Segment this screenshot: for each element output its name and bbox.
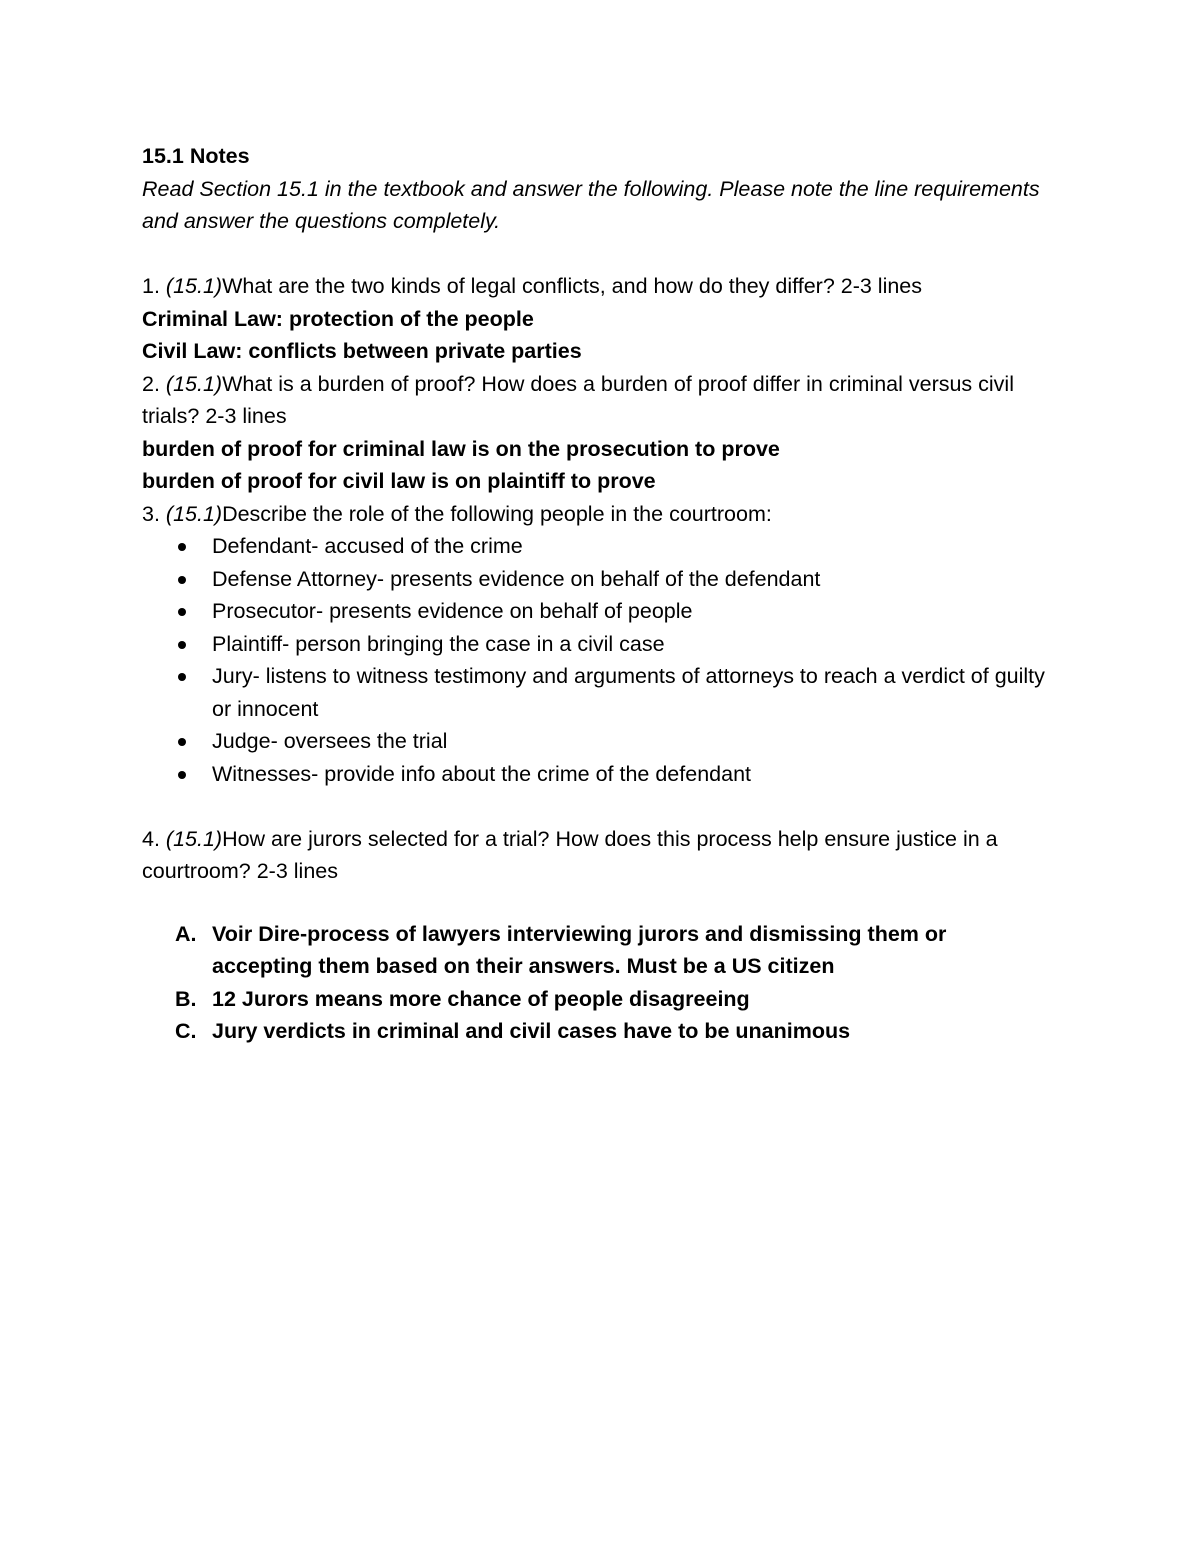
- question-2: [142, 368, 1077, 433]
- question-ref: (15.1): [165, 501, 223, 526]
- document-page: [142, 140, 1077, 1048]
- list-item-text: Voir Dire-process of lawyers interviewing jurors and dismissing them or accepting them based on their answers. Must be a US citizen: [212, 921, 947, 978]
- question-number: 4.: [142, 826, 166, 851]
- list-item: [142, 918, 1077, 983]
- question-number: 3.: [142, 501, 166, 526]
- question-3: [142, 498, 1077, 531]
- list-marker: B.: [175, 986, 197, 1011]
- list-item: Jury- listens to witness testimony and arguments of attorneys to reach a verdict of guilty or innocent: [142, 660, 1077, 725]
- spacer: [142, 888, 1077, 918]
- question-4: [142, 823, 1077, 888]
- question-number: 1.: [142, 274, 166, 298]
- question-1: [142, 270, 1077, 303]
- list-item: Defendant- accused of the crime: [142, 530, 1077, 563]
- list-marker: A.: [175, 921, 197, 946]
- answer-civil-law: Civil Law: conflicts between private parties: [142, 339, 582, 363]
- list-marker: C.: [175, 1019, 197, 1043]
- question-ref: (15.1): [165, 826, 223, 851]
- instructions: Read Section 15.1 in the textbook and answer the following. Please note the line requirements and answer the questions completely.: [142, 176, 1040, 233]
- list-item: Plaintiff- person bringing the case in a civil case: [142, 628, 1077, 661]
- list-item: Witnesses- provide info about the crime of the defendant: [142, 758, 1077, 791]
- list-item: [142, 1015, 1077, 1048]
- question-text: How are jurors selected for a trial? How does this process help ensure justice in a courtroom? 2-3 lines: [142, 826, 998, 883]
- question-number: 2.: [142, 371, 166, 396]
- list-item: Defense Attorney- presents evidence on behalf of the defendant: [142, 563, 1077, 596]
- list-item-text: Jury verdicts in criminal and civil cases have to be unanimous: [212, 1019, 851, 1043]
- page-title: 15.1 Notes: [142, 144, 250, 168]
- spacer: [142, 238, 1077, 271]
- question-text: What are the two kinds of legal conflicts, and how do they differ? 2-3 lines: [222, 274, 923, 298]
- courtroom-roles-list: [142, 530, 1077, 790]
- list-item-text: 12 Jurors means more chance of people disagreeing: [212, 986, 750, 1011]
- answer-criminal-burden: burden of proof for criminal law is on the prosecution to prove: [142, 436, 780, 461]
- list-item: Prosecutor- presents evidence on behalf of people: [142, 595, 1077, 628]
- list-item: [142, 983, 1077, 1016]
- list-item: Judge- oversees the trial: [142, 725, 1077, 758]
- question-text: What is a burden of proof? How does a burden of proof differ in criminal versus civil trials? 2-3 lines: [142, 371, 1014, 428]
- spacer: [142, 790, 1077, 823]
- juror-answers-list: [142, 918, 1077, 1048]
- question-ref: (15.1): [165, 274, 223, 298]
- answer-civil-burden: burden of proof for civil law is on plaintiff to prove: [142, 469, 656, 493]
- answer-criminal-law: Criminal Law: protection of the people: [142, 306, 534, 331]
- question-ref: (15.1): [165, 371, 223, 396]
- question-text: Describe the role of the following people in the courtroom:: [222, 501, 772, 526]
